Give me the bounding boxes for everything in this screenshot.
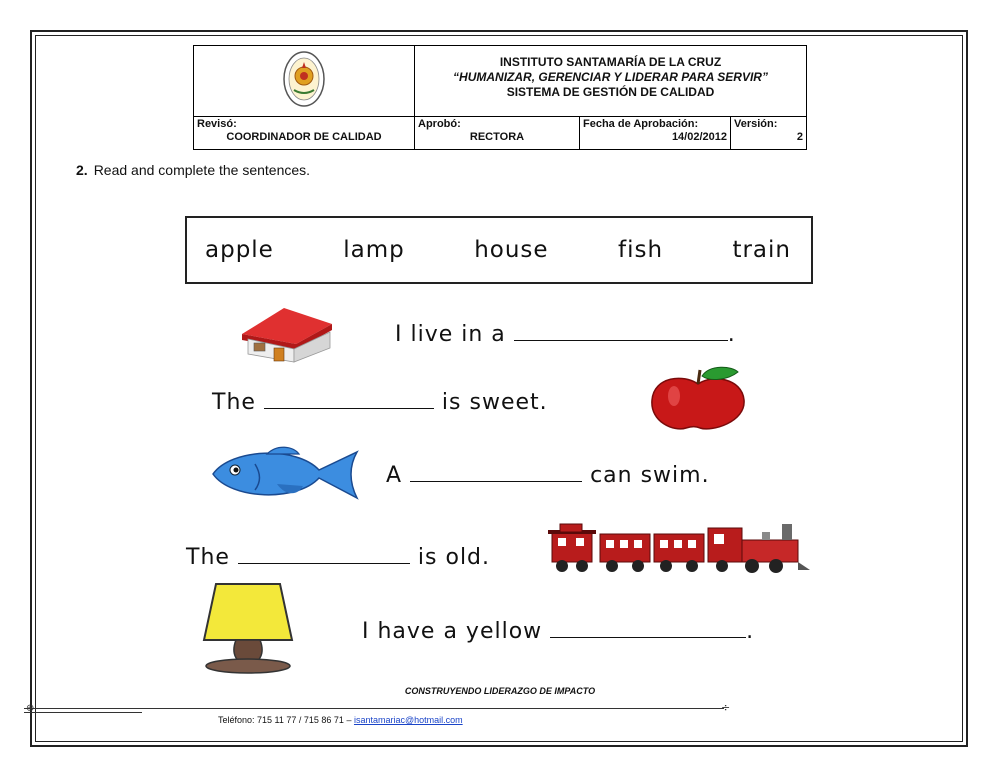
footer-email-link[interactable]: isantamariac@hotmail.com (353, 715, 463, 725)
sentence-3-end: can swim. (590, 463, 710, 488)
fecha-value: 14/02/2012 (671, 131, 727, 143)
answer-blank-2[interactable] (264, 407, 434, 409)
exercise-number: 2. (76, 162, 88, 178)
fecha-label: Fecha de Aprobación: (583, 118, 699, 130)
version-value: 2 (796, 131, 803, 143)
answer-blank-3[interactable] (410, 480, 582, 482)
instruction-text: Read and complete the sentences. (93, 162, 311, 178)
aprobo-value: RECTORA (469, 131, 525, 143)
reviso-cell (194, 117, 415, 150)
apple-icon (648, 366, 750, 432)
sentence-2-end: is sweet. (441, 390, 548, 415)
footer-slogan: CONSTRUYENDO LIDERAZGO DE IMPACTO (404, 686, 596, 696)
answer-blank-5[interactable] (550, 636, 746, 638)
institution-cell (415, 46, 807, 117)
aprobo-label: Aprobó: (418, 118, 461, 130)
version-cell (731, 117, 807, 150)
footer-contact (218, 715, 463, 725)
sentence-3 (386, 463, 710, 488)
sentence-2 (212, 390, 548, 415)
answer-blank-4[interactable] (238, 562, 410, 564)
word-bank-item: house (474, 237, 549, 263)
institution-name: INSTITUTO SANTAMARÍA DE LA CRUZ (499, 55, 722, 69)
fecha-cell (580, 117, 731, 150)
sentence-4-end: is old. (417, 545, 491, 570)
sentence-5-end: . (746, 619, 755, 644)
sentence-4 (186, 545, 490, 570)
sentence-3-start: A (386, 463, 403, 488)
sentence-2-start: The (212, 390, 256, 415)
exercise-instruction (76, 162, 310, 178)
train-icon (546, 522, 812, 574)
lamp-icon (196, 580, 300, 676)
footer-divider (24, 708, 724, 709)
fish-icon (207, 444, 371, 504)
word-bank-item: fish (617, 237, 664, 263)
sentence-5 (362, 619, 754, 644)
logo-cell (194, 46, 415, 117)
sentence-1 (395, 322, 736, 347)
answer-blank-1[interactable] (514, 339, 728, 341)
school-logo-icon (282, 50, 326, 108)
anchor-mark-right: ÷ (721, 701, 731, 714)
house-icon (236, 304, 338, 364)
sentence-1-end: . (727, 322, 736, 347)
footer-divider-short (24, 712, 142, 713)
footer-phones: Teléfono: 715 11 77 / 715 86 71 – (218, 715, 352, 725)
reviso-label: Revisó: (197, 118, 237, 130)
word-bank-item: lamp (343, 237, 405, 263)
sentence-4-start: The (186, 545, 230, 570)
aprobo-cell (415, 117, 580, 150)
quality-header-table (193, 45, 807, 150)
sentence-5-start: I have a yellow (362, 619, 543, 644)
anchor-mark-left: ⊕ (26, 703, 35, 714)
quality-system: SISTEMA DE GESTIÓN DE CALIDAD (506, 85, 715, 99)
reviso-value: COORDINADOR DE CALIDAD (226, 131, 382, 143)
word-bank-item: apple (205, 237, 274, 263)
version-label: Versión: (734, 118, 778, 130)
sentence-1-start: I live in a (395, 322, 506, 347)
institution-motto: “HUMANIZAR, GERENCIAR Y LIDERAR PARA SERVIR” (453, 70, 768, 84)
word-bank (185, 216, 813, 284)
word-bank-item: train (732, 237, 791, 263)
